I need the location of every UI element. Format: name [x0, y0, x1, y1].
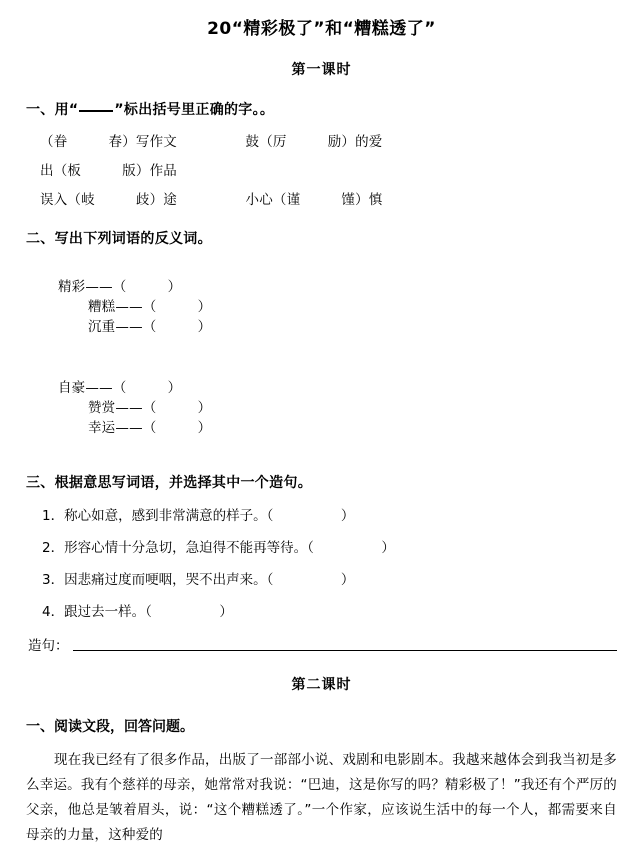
section-one-heading-part1: 一、用“ [26, 102, 79, 118]
reading-section-heading: 一、阅读文段，回答问题。 [26, 719, 194, 735]
sentence-answer-rule[interactable] [73, 638, 618, 651]
reading-passage: 现在我已经有了很多作品，出版了一部部小说、戏剧和电影剧本。我越来越体会到我当初是多么幸运。我有个慈祥的母亲，她常常对我说：“巴迪，这是你写的吗？精彩极了！”我还有个严厉的父亲，他总是皱着眉头，说：“这个糟糕透了。”一个作家，应该说生活中的每一个人，都需要来自母亲的力量，这种爱的 [26, 752, 617, 843]
sentence-making-label: 造句： [28, 638, 69, 654]
period-two-title: 第二课时 [291, 677, 352, 693]
antonym-item: 精彩——（ ） [57, 279, 182, 295]
choose-char-row: （眷 春）写作文 鼓（厉 励）的爱 [40, 134, 383, 150]
period-one-title: 第一课时 [291, 62, 352, 78]
sentence-making-row [26, 634, 617, 654]
definition-item: 2．形容心情十分急切，急迫得不能再等待。（ ） [42, 540, 395, 556]
antonym-item: 赞赏——（ ） [87, 400, 212, 416]
antonym-row [26, 259, 617, 351]
antonym-item: 糟糕——（ ） [87, 299, 212, 315]
section-one-heading-part2: ”标出括号里正确的字。。 [114, 102, 275, 118]
antonym-item: 幸运——（ ） [87, 420, 212, 436]
worksheet-page [0, 14, 643, 843]
section-one-heading [26, 99, 617, 119]
underline-mark [79, 110, 113, 112]
definition-item: 4．跟过去一样。（ ） [42, 604, 233, 620]
choose-char-row: 出（板 版）作品 [40, 163, 177, 179]
section-three-heading: 三、根据意思写词语，并选择其中一个造句。 [26, 475, 312, 491]
definition-item: 3．因悲痛过度而哽咽，哭不出声来。（ ） [42, 572, 355, 588]
antonym-item: 自豪——（ ） [57, 380, 182, 396]
antonym-item: 沉重——（ ） [87, 319, 212, 335]
antonym-row [26, 360, 617, 452]
section-two-heading: 二、写出下列词语的反义词。 [26, 231, 212, 247]
page-title: 20“精彩极了”和“糟糕透了” [207, 19, 436, 39]
definition-item: 1．称心如意，感到非常满意的样子。（ ） [42, 508, 355, 524]
choose-char-row: 误入（岐 歧）途 小心（谨 馑）慎 [40, 192, 383, 208]
